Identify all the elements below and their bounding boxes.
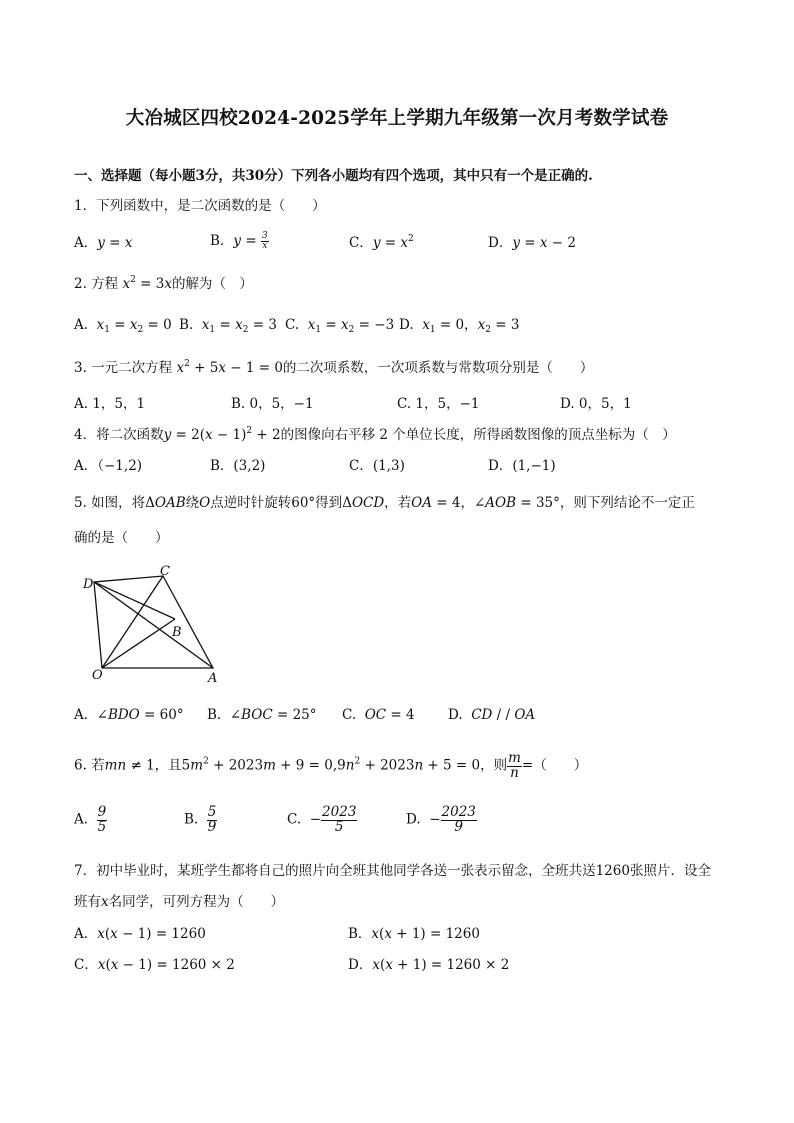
q2-option-d: D. $x_1 = 0$，$x_2 = 3$ [399,317,520,335]
label-a: A [208,671,218,684]
page-title: 大冶城区四校2024-2025学年上学期九年级第一次月考数学试卷 [125,108,669,129]
q3-option-b: B. 0，5，−1 [231,396,314,412]
q4-option-c: C．(1,3) [349,458,405,474]
label-d: D [83,577,94,592]
q2-option-b: B. $x_1 = x_2 = 3$ [179,317,277,335]
q4-option-a: A．（−1,2) [74,458,143,474]
q2-option-a: A. $x_1 = x_2 = 0$ [74,317,172,335]
question-7-stem: 7．初中毕业时，某班学生都将自己的照片向全班其他同学各送一张表示留念，全班共送1260张照片．设全 [74,863,711,879]
q4-option-d: D．(1,−1) [488,458,556,474]
q6-option-d: D. − $\frac{2023}{9}$ [406,804,476,835]
q6-option-c: C. − $\frac{2023}{5}$ [287,804,357,835]
q7-option-c: C．x(x − 1) = 1260 × 2 [74,957,235,973]
q5-option-c: C. OC = 4 [342,707,415,723]
q1-option-a: A．y = x [74,235,133,251]
q7-option-d: D．x(x + 1) = 1260 × 2 [348,957,510,973]
question-5-stem-cont: 确的是（ ） [74,530,169,546]
segment-da [94,582,213,668]
label-c: C [160,564,170,579]
question-7-stem-cont: 班有x名同学，可列方程为（ ） [74,894,285,910]
segment-db [94,582,175,619]
question-1-stem: 1．下列函数中，是二次函数的是（ ） [74,198,326,214]
q3-option-d: D. 0，5，1 [560,396,632,412]
q5-option-d: D. CD / / OA [448,707,536,723]
q7-option-a: A．x(x − 1) = 1260 [74,926,206,942]
question-6-stem: 6. 若mn ≠ 1，且$5m^2 + 2023m + 9 = 0,9n^2 + 2023n + 5 = 0$，则 $\frac{m}{n}$ =（ ） [74,750,588,781]
q2-option-c: C. $x_1 = x_2 = -3$ [285,317,395,335]
label-b: B [172,625,182,640]
question-3-stem: 3. 一元二次方程 $x^2 + 5x - 1 = 0$的二次项系数，一次项系数与常数项分别是（ ） [74,359,594,376]
q6-option-b: B. $\frac{5}{9}$ [184,804,217,835]
question-2-stem: 2. 方程 $x^2 = 3x$的解为（ ） [74,275,253,292]
segment-ob [102,619,175,668]
section-heading: 一、选择题（每小题3分，共30分）下列各小题均有四个选项，其中只有一个是正确的. [74,168,593,184]
q7-option-b: B．x(x + 1) = 1260 [348,926,480,942]
geometry-figure [82,564,232,684]
q6-option-a: A. $\frac{9}{5}$ [74,804,107,835]
q1-option-c: C．$y = x^2$ [349,234,414,251]
q4-option-b: B．(3,2) [210,458,266,474]
question-4-stem: 4．将二次函数$y = 2(x - 1)^2 + 2$的图像向右平移 2 个单位长度，所得函数图像的顶点坐标为（ ） [74,426,676,443]
q5-option-b: B. ∠BOC = 25° [207,707,317,723]
q5-option-a: A. ∠BDO = 60° [74,707,184,723]
q1-option-b: B．y = $\frac{3}{x}$ [210,231,268,251]
label-o: O [92,668,103,683]
q1-option-d: D．y = x − 2 [488,235,576,251]
q3-option-a: A. 1，5，1 [74,396,146,412]
question-5-stem: 5. 如图，将ΔOAB绕O点逆时针旋转60°得到ΔOCD，若OA = 4，∠AOB = 35°，则下列结论不一定正 [74,495,695,511]
q3-option-c: C. 1，5，−1 [397,396,480,412]
